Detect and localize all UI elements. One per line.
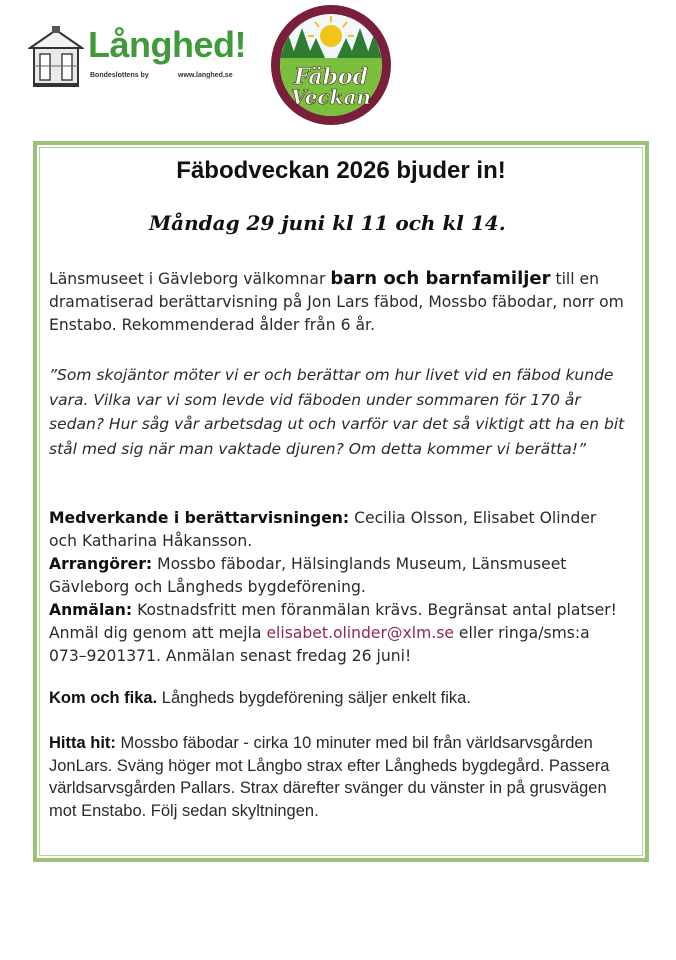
intro-text-2: till en dramatiserad berättarvisning på Jon Lars fäbod, Mossbo fäbodar, norr om Enstabo. Rekommenderad ålder från 6 år.	[49, 270, 624, 334]
langhed-name: Långhed!	[88, 24, 246, 65]
email-link[interactable]: elisabet.olinder@xlm.se	[266, 624, 454, 642]
registration-label: Anmälan:	[49, 601, 133, 619]
fabodveckan-logo	[270, 4, 392, 126]
langhed-tagline: Bondeslottens by	[90, 72, 149, 79]
page-title: Fäbodveckan 2026 bjuder in!	[176, 157, 506, 184]
langhed-logo	[28, 22, 258, 92]
langhed-url: www.langhed.se	[178, 72, 233, 79]
directions-label: Hitta hit:	[49, 734, 116, 752]
fabod-text: Fäbod	[293, 64, 369, 90]
quote-paragraph: ”Som skojäntor möter vi er och berättar om hur livet vid en fäbod kunde vara. Vilka var vi som levde vid fäboden under sommaren för 170 år sedan? Hur såg vår arbetsdag ut och varför var det så viktigt att ha en bit stål med sig när man vaktade djuren? Om detta kommer vi berätta!”	[49, 366, 625, 458]
directions-text: Mossbo fäbodar - cirka 10 minuter med bil från världsarvsgården JonLars. Sväng höger mot Långbo strax efter Långheds bygdegård. Passera världsarvsgården Pallars. Strax därefter svänger du vänster in på grusvägen mot Enstabo. Följ sedan skyltningen.	[49, 734, 610, 820]
intro-text-1: Länsmuseet i Gävleborg välkomnar	[49, 270, 331, 288]
participants-text: Cecilia Olsson, Elisabet Olinder och Katharina Håkansson.	[49, 509, 597, 550]
details-paragraph	[49, 507, 629, 668]
house-icon	[28, 26, 84, 88]
fika-paragraph	[49, 687, 629, 710]
intro-paragraph	[49, 267, 629, 337]
organizers-label: Arrangörer:	[49, 555, 153, 573]
registration-text-1: Kostnadsfritt men föranmälan krävs. Begränsat antal platser! Anmäl dig genom att mejla	[49, 601, 617, 642]
intro-highlight: barn och barnfamiljer	[330, 268, 551, 289]
directions-paragraph	[49, 732, 629, 822]
event-date: Måndag 29 juni kl 11 och kl 14.	[149, 211, 506, 235]
veckan-text: Veckan	[291, 85, 371, 109]
participants-label: Medverkande i berättarvisningen:	[49, 509, 350, 527]
organizers-text: Mossbo fäbodar, Hälsinglands Museum, Länsmuseet Gävleborg och Långheds bygdeförening.	[49, 555, 567, 596]
registration-text-2: eller ringa/sms:a 073–9201371. Anmälan senast fredag 26 juni!	[49, 624, 590, 665]
fika-text: Långheds bygdeförening säljer enkelt fika.	[157, 689, 471, 707]
invitation-frame	[33, 141, 649, 862]
fika-label: Kom och fika.	[49, 689, 158, 707]
